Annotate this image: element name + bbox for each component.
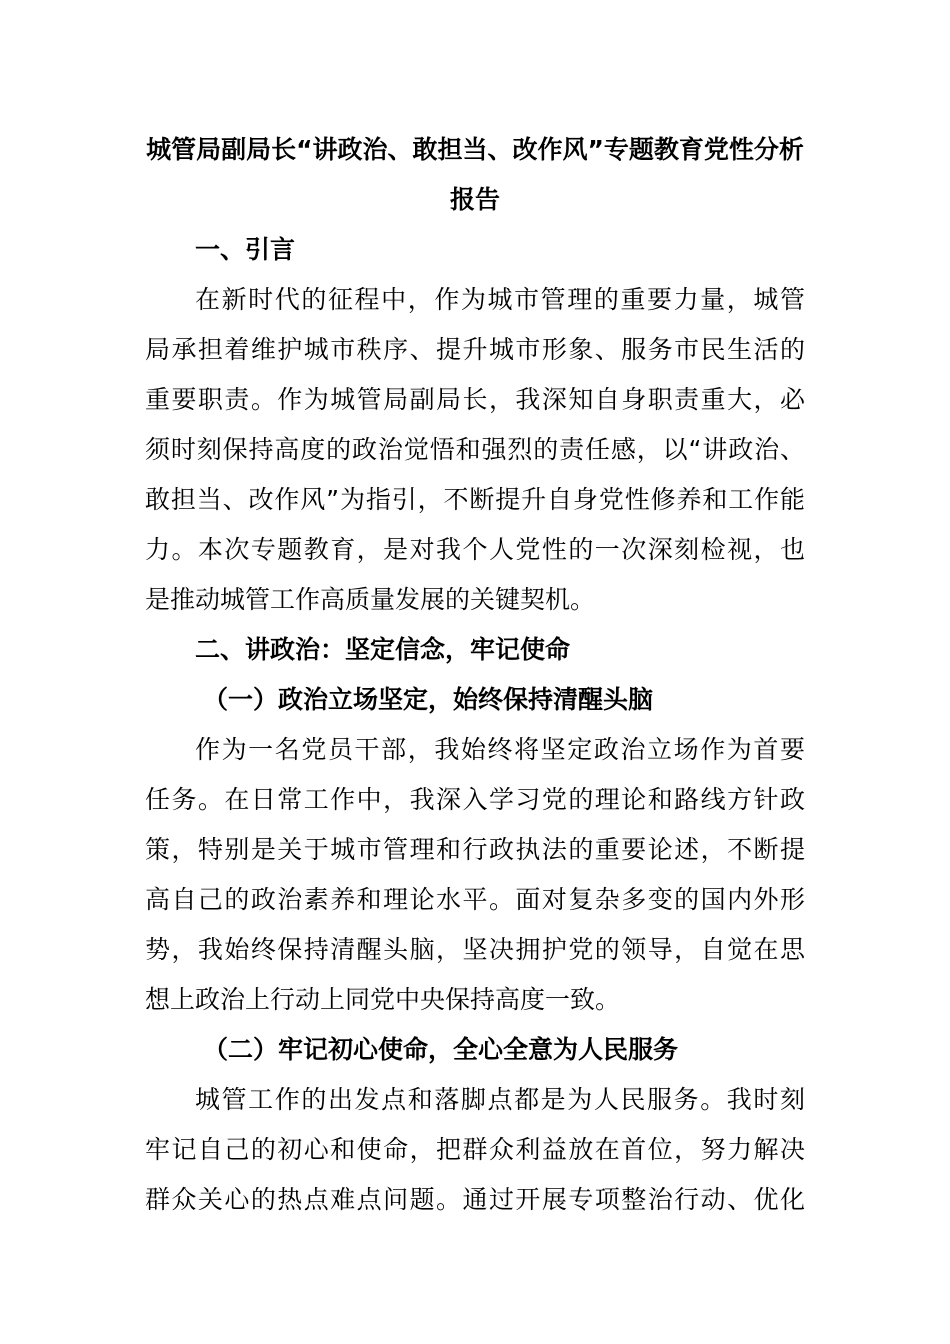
paragraph-line: 作为一名党员干部，我始终将坚定政治立场作为首要 <box>195 735 805 764</box>
paragraph-line: 势，我始终保持清醒头脑，坚决拥护党的领导，自觉在思 <box>145 935 805 964</box>
subsection-heading-political-stance: （一）政治立场坚定，始终保持清醒头脑 <box>203 685 654 714</box>
paragraph-line: 是推动城管工作高质量发展的关键契机。 <box>145 585 596 614</box>
paragraph-line: 城管工作的出发点和落脚点都是为人民服务。我时刻 <box>195 1085 805 1114</box>
paragraph-line: 敢担当、改作风”为指引，不断提升自身党性修养和工作能 <box>145 485 805 514</box>
paragraph-line: 想上政治上行动上同党中央保持高度一致。 <box>145 985 621 1014</box>
paragraph-line: 须时刻保持高度的政治觉悟和强烈的责任感，以“讲政治、 <box>145 435 805 464</box>
subsection-heading-original-mission: （二）牢记初心使命，全心全意为人民服务 <box>203 1035 679 1064</box>
paragraph-line: 局承担着维护城市秩序、提升城市形象、服务市民生活的 <box>145 335 805 364</box>
paragraph-line: 重要职责。作为城管局副局长，我深知自身职责重大，必 <box>145 385 805 414</box>
paragraph-line: 力。本次专题教育，是对我个人党性的一次深刻检视，也 <box>145 535 805 564</box>
paragraph-line: 群众关心的热点难点问题。通过开展专项整治行动、优化 <box>145 1185 805 1214</box>
section-heading-politics: 二、讲政治：坚定信念，牢记使命 <box>195 635 571 664</box>
paragraph-line: 在新时代的征程中，作为城市管理的重要力量，城管 <box>195 285 805 314</box>
document-title-line-1: 城管局副局长“讲政治、敢担当、改作风”专题教育党性分析 <box>146 135 804 164</box>
section-heading-introduction: 一、引言 <box>195 235 296 264</box>
paragraph-line: 策，特别是关于城市管理和行政执法的重要论述，不断提 <box>145 835 805 864</box>
document-title-line-2: 报告 <box>449 185 500 214</box>
paragraph-line: 牢记自己的初心和使命，把群众利益放在首位，努力解决 <box>145 1135 805 1164</box>
paragraph-line: 高自己的政治素养和理论水平。面对复杂多变的国内外形 <box>145 885 805 914</box>
paragraph-line: 任务。在日常工作中，我深入学习党的理论和路线方针政 <box>145 785 805 814</box>
